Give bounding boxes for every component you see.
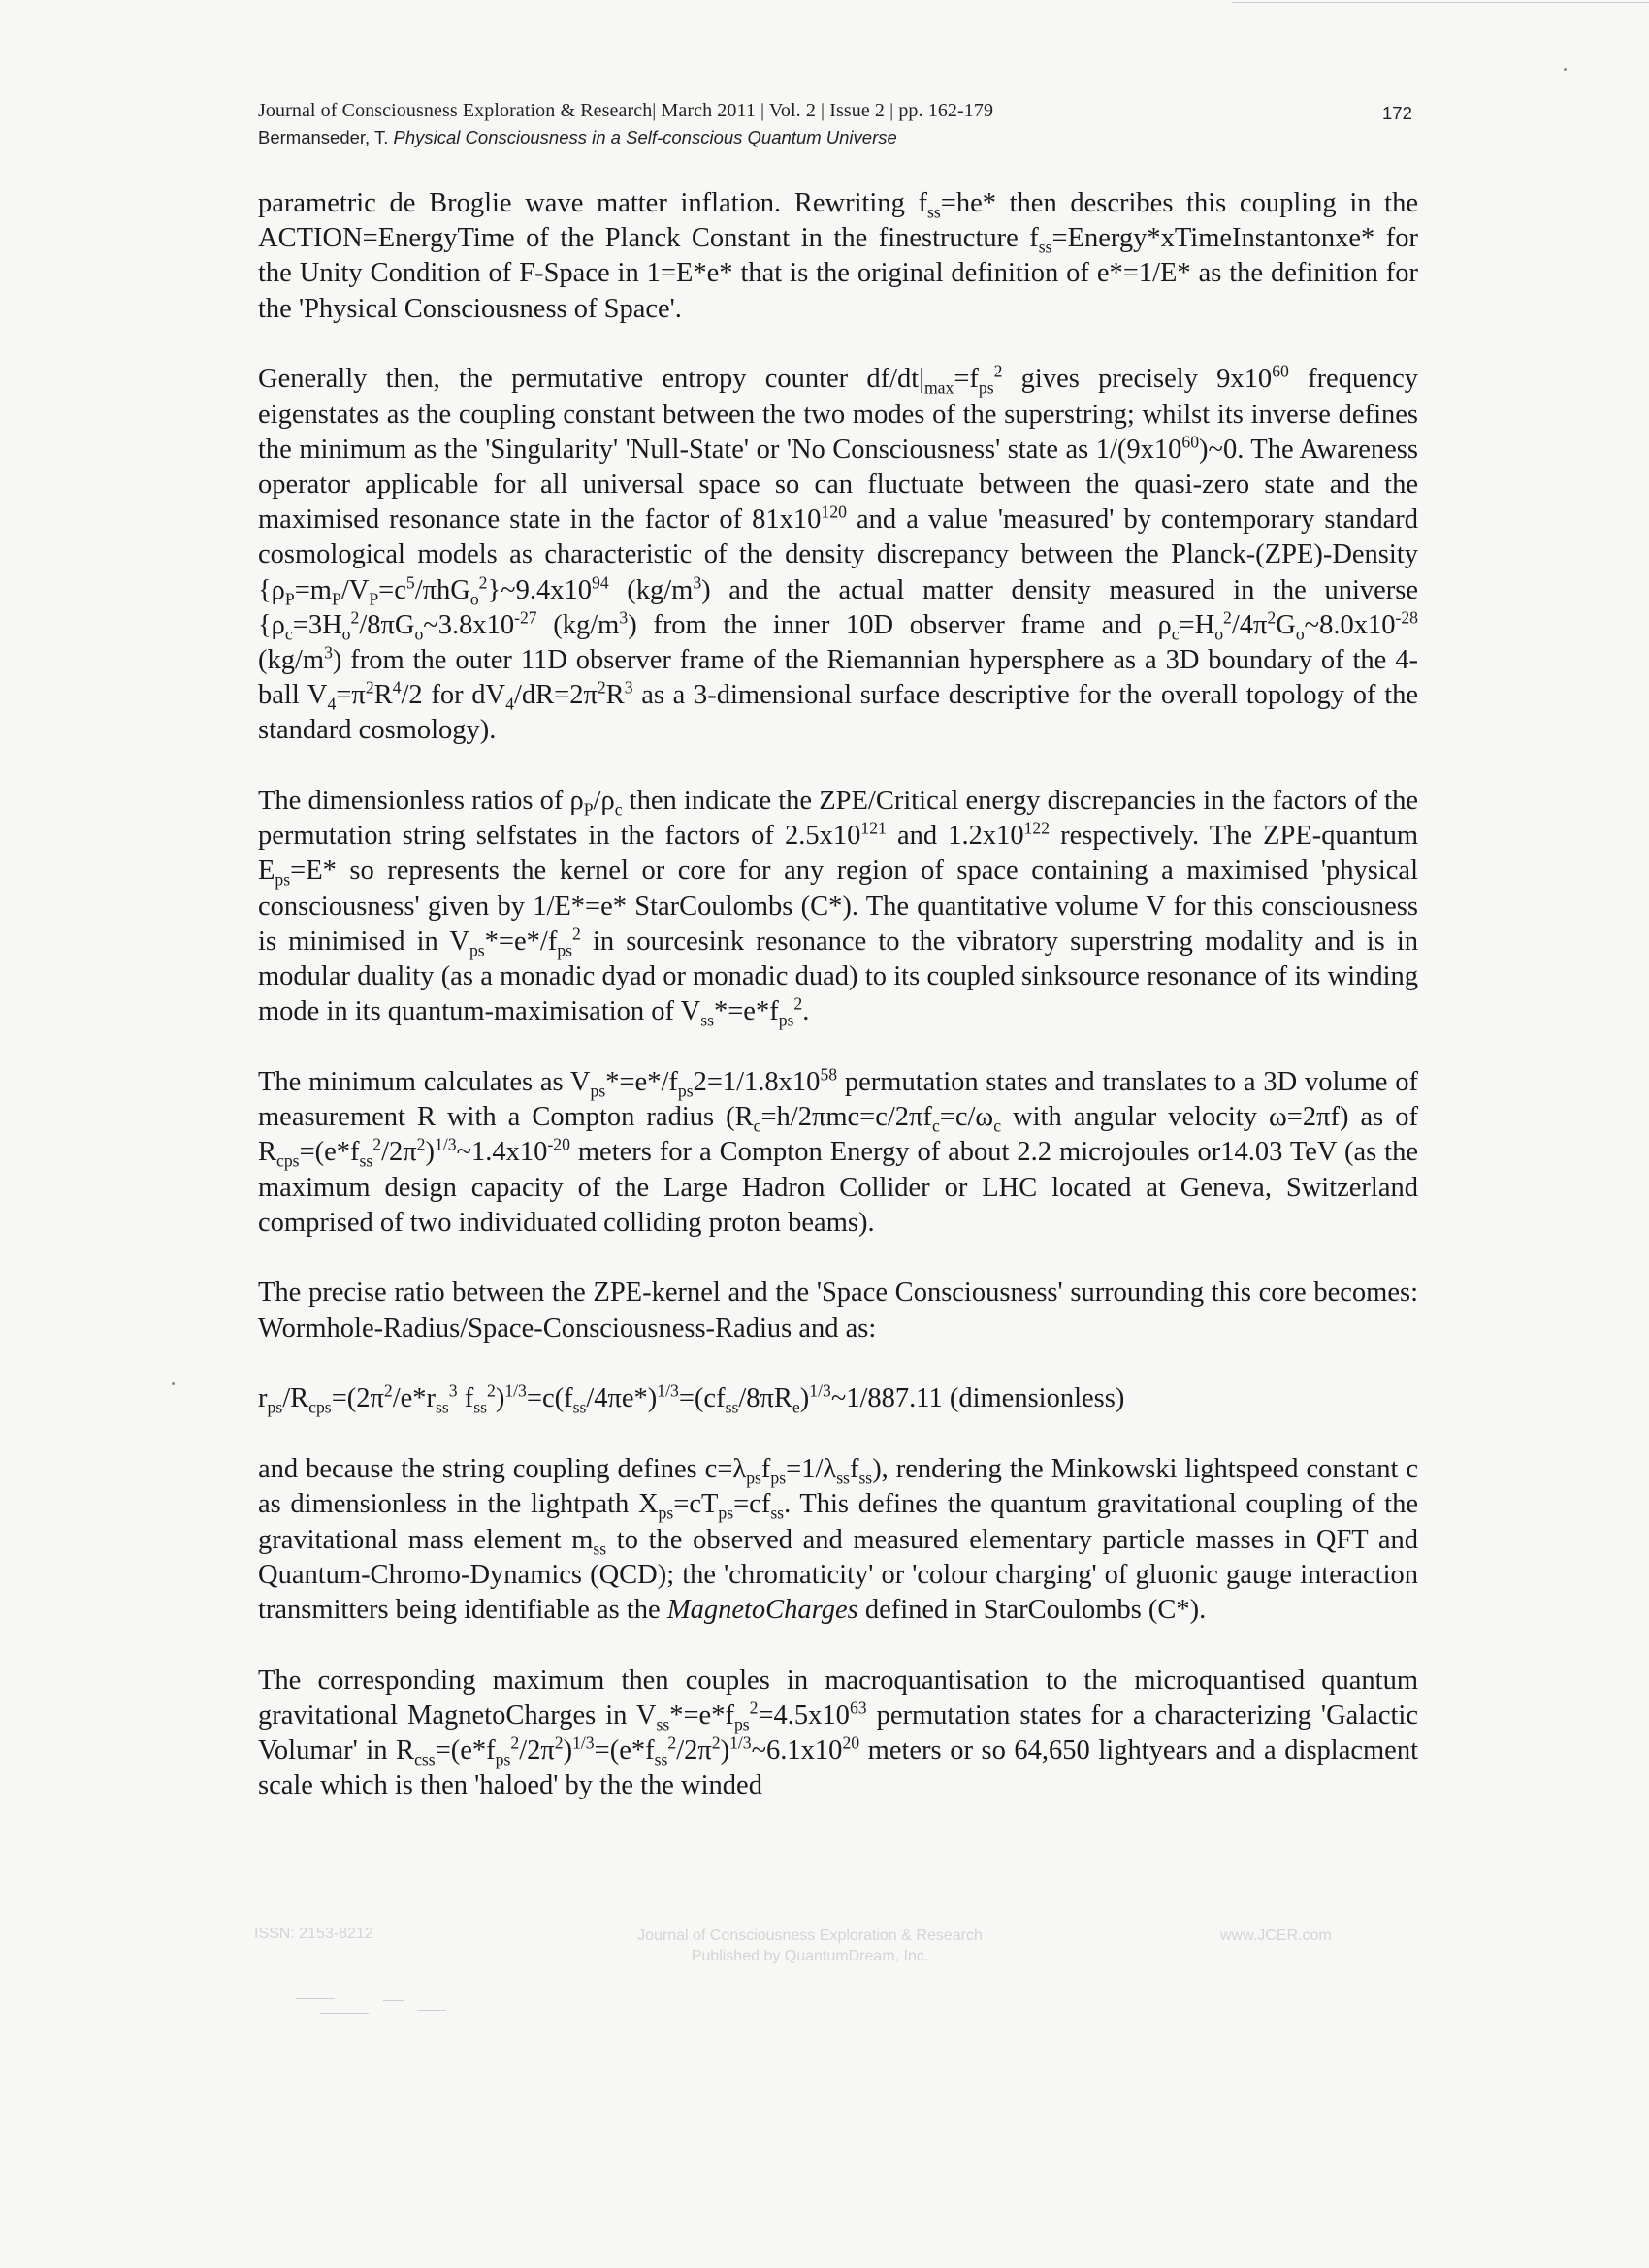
article-body (258, 186, 1418, 1803)
journal-citation: Journal of Consciousness Exploration & Research| March 2011 | Vol. 2 | Issue 2 | pp. 162-179 (258, 100, 994, 121)
footer-journal (582, 1926, 1038, 1966)
paragraph-2: Generally then, the permutative entropy counter $df/dt|_{max}=f_{ps}^2$ gives precisely $9x10^{60}$ frequency eigenstates as the coupling constant between the two modes of the superstring; whilst its inverse defines the minimum as the 'Singularity' 'Null-State' or 'No Consciousness' state as $1/(9x10^{60})\sim 0$. The Awareness operator applicable for all universal space so can fluctuate between the quasi-zero state and the maximised resonance state in the factor of $81x10^{120}$ and a value 'measured' by contemporary standard cosmological models as characteristic of the density discrepancy between the Planck-(ZPE)-Density $\{\rho_P=m_P/V_P=c^5/\pi hG_o^2\}\sim 9.4x10^{94}$ $(kg/m^3)$ and the actual matter density measured in the universe {$\rho_c=3H_o^2/8\pi G_o\sim 3.8x10^{-27}$ $(kg/m^3)$ from the inner 10D observer frame and $\rho_c=H_o^2/4\pi^2G_o\sim 8.0x10^{-28}$ $(kg/m^3)$ from the outer 11D observer frame of the Riemannian hypersphere as a 3D boundary of the 4-ball $V_4=\pi^2R^4/2$ for $dV_4/dR=2\pi^2R^3$ as a 3-dimensional surface descriptive for the overall topology of the standard cosmology). (258, 361, 1419, 746)
author-name: Bermanseder, T. (258, 127, 394, 147)
scan-smudge (296, 1998, 335, 1999)
page-number: 172 (1382, 103, 1412, 123)
margin-dot (1564, 68, 1567, 71)
margin-dot (172, 1382, 175, 1385)
page-footer (0, 1926, 1649, 1984)
scan-smudge (417, 2010, 446, 2011)
paragraph-1: parametric de Broglie wave matter inflation. Rewriting $f_{ss}=he*$ then describes this coupling in the ACTION=EnergyTime of the Planck Constant in the finestructure $f_{ss}=Energy*xTimeInstantonxe*$ for the Unity Condition of F-Space in 1=E*e* that is the original definition of e*=1/E* as the definition for the 'Physical Consciousness of Space'. (258, 188, 1418, 324)
article-title: Physical Consciousness in a Self-conscious Quantum Universe (393, 127, 897, 147)
footer-website: www.JCER.com (1220, 1928, 1332, 1944)
paragraph-4: The minimum calculates as $V_{ps}*=e*/f_{ps}2=1/1.8x10^{58}$ permutation states and translates to a 3D volume of measurement R with a Compton radius ($R_c=h/2\pi mc=c/2\pi f_c=c/\omega_c$ with angular velocity ω=2πf) as of $R_{cps}=(e*f_{ss}^2/2\pi^2)^{1/3}\sim 1.4x10^{-20}$ meters for a Compton Energy of about 2.2 microjoules or14.03 TeV (as the maximum design capacity of the Large Hadron Collider or LHC located at Geneva, Switzerland comprised of two individuated colliding proton beams). (258, 1064, 1418, 1238)
paragraph-6: and because the string coupling defines $c=\lambda_{ps}f_{ps}=1/\lambda_{ss}f_{ss}$), rendering the Minkowski lightspeed constant c as dimensionless in the lightpath $X_{ps}=cT_{ps}=cf_{ss}$. This defines the quantum gravitational coupling of the gravitational mass element $m_{ss}$ to the observed and measured elementary particle masses in QFT and Quantum-Chromo-Dynamics (QCD); the 'chromaticity' or 'colour charging' of gluonic gauge interaction transmitters being identifiable as the MagnetoCharges defined in StarCoulombs (C*). (258, 1454, 1418, 1625)
footer-publisher: Published by QuantumDream, Inc. (691, 1948, 929, 1964)
scan-edge-line (1232, 2, 1649, 3)
scan-smudge (320, 2013, 369, 2014)
paragraph-5: The precise ratio between the ZPE-kernel and the 'Space Consciousness' surrounding this core becomes: Wormhole-Radius/Space-Consciousness-Radius and as: (258, 1278, 1418, 1344)
footer-journal-name: Journal of Consciousness Exploration & Research (637, 1928, 983, 1944)
radius-ratio-formula: $r_{ps}/R_{cps}=(2\pi^2/e*r_{ss}^3$ $f_{ss}^2)^{1/3}=c(f_{ss}/4\pi e*)^{1/3}=(cf_{ss}/8\pi R_e)^{1/3}\sim 1/887.11$ (dimensionless) (258, 1380, 1125, 1418)
paragraph-3: The dimensionless ratios of $\rho_P/\rho_c$ then indicate the ZPE/Critical energy discrepancies in the factors of the permutation string selfstates in the factors of $2.5x10^{121}$ and $1.2x10^{122}$ respectively. The ZPE-quantum $E_{ps}=E*$ so represents the kernel or core for any region of space containing a maximised 'physical consciousness' given by 1/E*=e* StarCoulombs (C*). The quantitative volume V for this consciousness is minimised in $V_{ps}*=e*/f_{ps}^2$ in sourcesink resonance to the vibratory superstring modality and is in modular duality (as a monadic dyad or monadic duad) to its coupled sinksource resonance of its winding mode in its quantum-maximisation of $V_{ss}*=e*f_{ps}^2$. (258, 786, 1419, 1030)
article-byline (258, 127, 897, 148)
footer-issn: ISSN: 2153-8212 (254, 1926, 373, 1942)
paragraph-7: The corresponding maximum then couples in macroquantisation to the microquantised quantum gravitational MagnetoCharges in $V_{ss}*=e*f_{ps}^2=4.5x10^{63}$ permutation states for a characterizing 'Galactic Volumar' in $R_{css}=(e*f_{ps}^2/2\pi^2)^{1/3}=(e*f_{ss}^2/2\pi^2)^{1/3}\sim 6.1x10^{20}$ meters or so 64,650 lightyears and a displacment scale which is then 'haloed' by the the winded (258, 1665, 1419, 1801)
scan-smudge (383, 2000, 404, 2001)
